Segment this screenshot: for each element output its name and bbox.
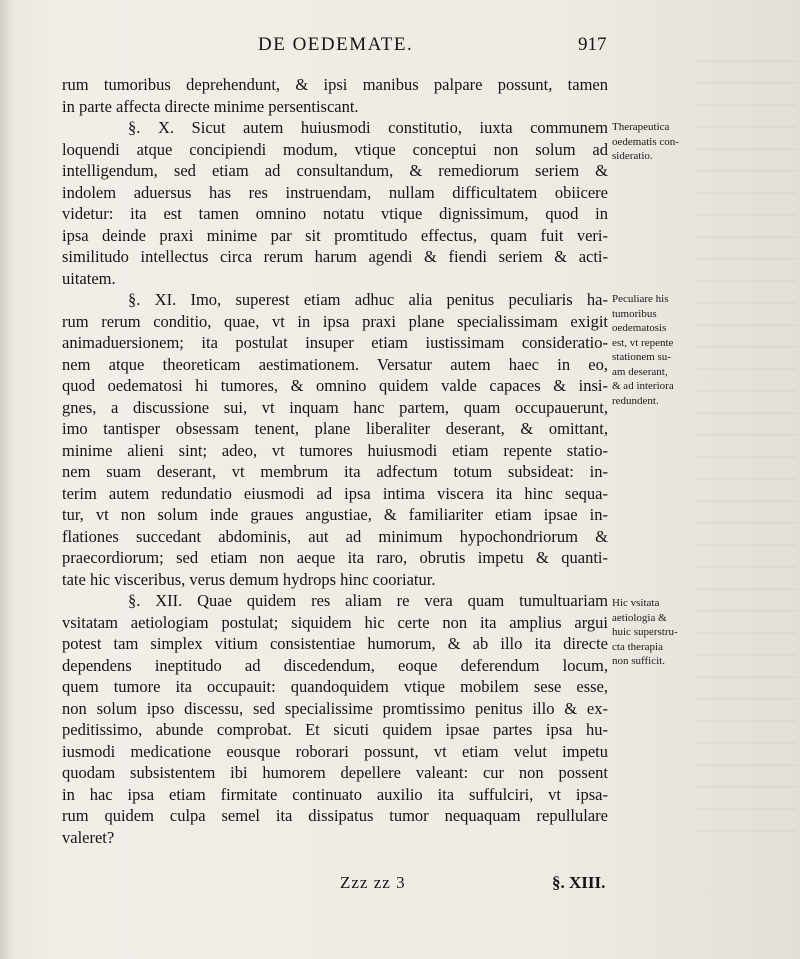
text-line: nem suam deserant, vt membrum ita adfectum totum subsideat: in- (62, 462, 608, 481)
text-line: minime alieni sint; adeo, vt tumores huiusmodi etiam repente statio- (62, 440, 608, 460)
text-line: rum quidem culpa semel ita dissipatus tumor nequaquam repullulare (62, 806, 608, 825)
text-line: quem tumore ita occupauit: quandoquidem vtique mobilem sese esse, (62, 677, 608, 696)
text-line: flationes succedant abdominis, aut ad minimum hypochondriorum & (62, 526, 608, 546)
show-through-text (696, 60, 796, 840)
marginal-note-peculiare (612, 292, 708, 408)
note-line: oedematis con- (612, 135, 679, 148)
text-line: quod oedematosi hi tumores, & omnino quidem valde capaces & insi- (62, 376, 608, 395)
note-line: & ad interiora (612, 380, 674, 392)
section-xi-start: §. XI. Imo, superest etiam adhuc alia penitus peculiaris ha- (128, 290, 608, 309)
text-line: intelligendum, sed etiam ad consultandum, & remediorum seriem & (62, 161, 608, 180)
note-line: Therapeutica (612, 121, 670, 133)
text-line: dependens ineptitudo ad discedendum, eoque deferendum locum, (62, 655, 608, 675)
text-line: valeret? (62, 827, 115, 847)
text-line: nem atque theoreticam aestimationem. Versatur autem haec in eo, (62, 354, 608, 374)
text-line: rum rerum conditio, quae, vt in ipsa praxi plane specialissimam exigit (62, 311, 608, 331)
main-text (62, 74, 608, 848)
note-line: oedematosis (612, 322, 667, 334)
note-line: cta therapia (612, 640, 663, 653)
text-line: tate hic visceribus, verus demum hydrops hinc cooriatur. (62, 569, 436, 589)
note-line: non sufficit. (612, 655, 665, 667)
text-line: potest tam simplex vitium consistentiae humorum, & ab illo ita directe (62, 634, 608, 653)
text-line: quodam subsistentem ibi humorem depellere valeant: cur non possent (62, 763, 608, 782)
text-line: non solum ipso discessu, sed specialissime promtissimo penitus illo & ex- (62, 698, 608, 718)
section-xii-start: §. XII. Quae quidem res aliam re vera quam tumultuariam (128, 591, 608, 610)
text-line: uitatem. (62, 268, 116, 288)
note-line: aetiologia & (612, 611, 667, 624)
note-line: redundent. (612, 394, 659, 407)
text-line: praecordiorum; sed etiam non aeque ita raro, obrutis impetu & quanti- (62, 548, 608, 567)
note-line: am deserant, (612, 365, 668, 378)
page-footer (0, 873, 800, 895)
text-line: animaduersionem; ita postulat insuper etiam iustissimam consideratio- (62, 333, 608, 352)
page-number: 917 (578, 34, 607, 55)
marginal-note-hic-vsitata (612, 596, 708, 669)
catchword: §. XIII. (552, 873, 606, 892)
text-line: ipsa deinde praxi minime par sit promtitudo effectus, quam fuit veri- (62, 225, 608, 245)
section-x-start: §. X. Sicut autem huiusmodi constitutio, iuxta communem (128, 118, 608, 137)
text-line: tur, vt non solum inde graues angustiae, & familiariter etiam ipsae in- (62, 505, 608, 524)
text-line: indolem aduersus has res instruendam, nullam difficultatem obiicere (62, 182, 608, 202)
note-line: sideratio. (612, 150, 653, 162)
text-line: imo tantisper obsessam tenent, plane liberaliter deserant, & omittant, (62, 419, 608, 438)
text-line: rum tumoribus deprehendunt, & ipsi manibus palpare possunt, tamen (62, 75, 608, 94)
note-line: huic superstru- (612, 626, 678, 638)
text-line: terim autem redundatio eiusmodi ad ipsa intima viscera ita hinc sequa- (62, 483, 608, 503)
text-line: in parte affecta directe minime persentiscant. (62, 96, 359, 116)
text-line: videtur: ita est tamen omnino notatu vtique dignissimum, quod in (62, 204, 608, 223)
note-line: tumoribus (612, 307, 657, 320)
running-title: DE OEDEMATE. (258, 34, 414, 55)
text-line: similitudo intellectus circa rerum harum agendi & fiendi seriem & acti- (62, 247, 608, 266)
text-line: in hac ipsa etiam firmitate continuato auxilio ita suffulciri, vt ipsa- (62, 784, 608, 804)
text-line: loquendi atque concipiendi modum, vtique conceptui non solum ad (62, 139, 608, 159)
text-line: gnes, a discussione sui, vt inquam hanc partem, quam occupauerunt, (62, 397, 608, 417)
page-header (0, 34, 800, 60)
signature-mark: Zzz zz 3 (340, 873, 406, 892)
text-line: peditissimo, abunde comprobat. Et sicuti quidem ipsae partes ipsa hu- (62, 720, 608, 739)
note-line: Hic vsitata (612, 597, 660, 609)
note-line: stationem su- (612, 351, 671, 363)
text-line: vsitatam aetiologiam postulat; siquidem hic certe non ita amplius argui (62, 612, 608, 632)
text-line: iusmodi medicatione eousque roborari possunt, vt etiam velut impetu (62, 741, 608, 761)
note-line: Peculiare his (612, 293, 669, 305)
note-line: est, vt repente (612, 336, 674, 349)
marginal-note-therapeutica (612, 120, 708, 164)
